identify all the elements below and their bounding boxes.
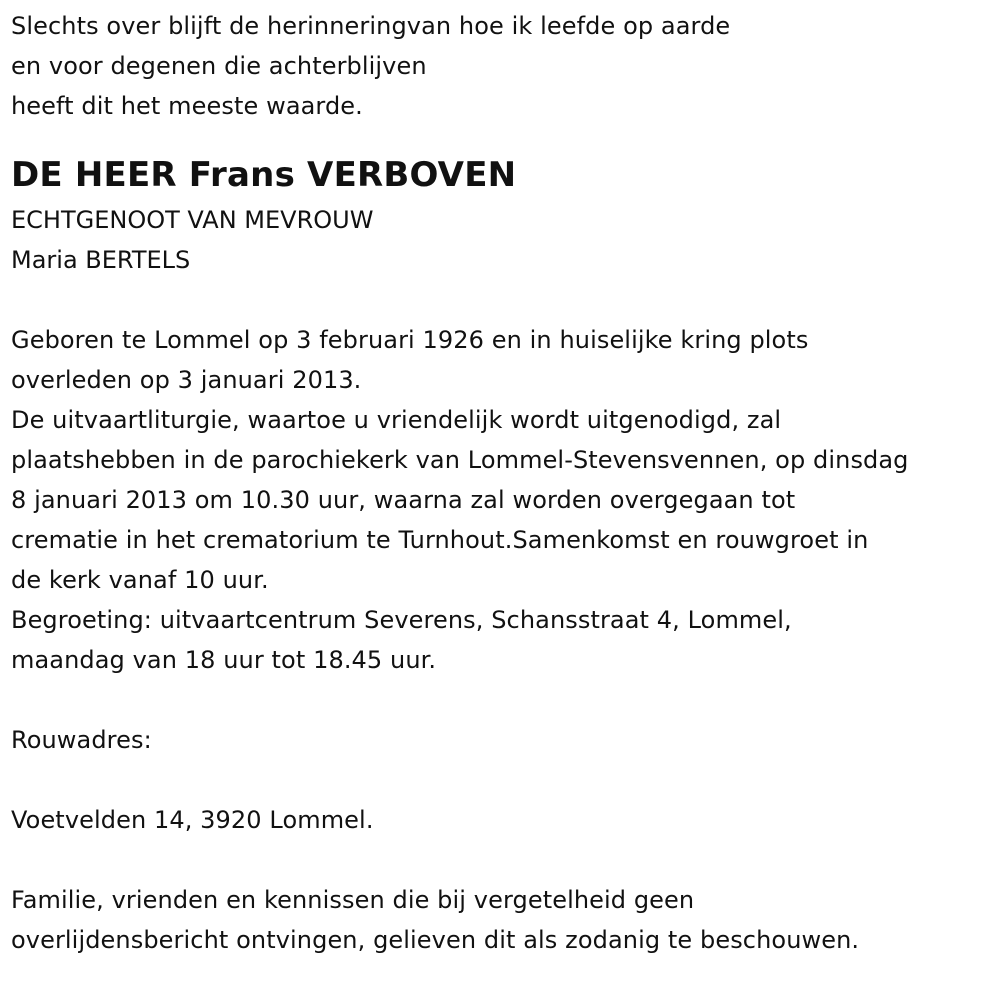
poem-line: Slechts over blijft de herinneringvan hoe ik leefde op aarde <box>11 12 731 40</box>
deceased-name: DE HEER Frans VERBOVEN <box>11 155 517 195</box>
details-line: plaatshebben in de parochiekerk van Lommel-Stevensvennen, op dinsdag <box>11 446 909 474</box>
relation-line: ECHTGENOOT VAN MEVROUW <box>11 206 374 234</box>
closing-line: overlijdensbericht ontvingen, gelieven dit als zodanig te beschouwen. <box>11 926 860 954</box>
deceased-block <box>11 150 996 280</box>
poem-line: en voor degenen die achterblijven <box>11 52 427 80</box>
funeral-details <box>11 320 996 680</box>
address-label: Rouwadres: <box>11 726 152 754</box>
poem-line: heeft dit het meeste waarde. <box>11 92 363 120</box>
details-line: overleden op 3 januari 2013. <box>11 366 362 394</box>
obituary-notice <box>11 6 996 960</box>
details-line: De uitvaartliturgie, waartoe u vriendelijk wordt uitgenodigd, zal <box>11 406 782 434</box>
spacer <box>11 280 996 320</box>
spacer <box>11 760 996 800</box>
details-line: 8 januari 2013 om 10.30 uur, waarna zal worden overgegaan tot <box>11 486 796 514</box>
closing-note <box>11 880 996 960</box>
details-line: Begroeting: uitvaartcentrum Severens, Schansstraat 4, Lommel, <box>11 606 792 634</box>
details-line: crematie in het crematorium te Turnhout.Samenkomst en rouwgroet in <box>11 526 869 554</box>
spouse-name: Maria BERTELS <box>11 246 191 274</box>
details-line: de kerk vanaf 10 uur. <box>11 566 269 594</box>
closing-line: Familie, vrienden en kennissen die bij vergetelheid geen <box>11 886 695 914</box>
address-value: Voetvelden 14, 3920 Lommel. <box>11 806 374 834</box>
poem <box>11 6 996 126</box>
spacer <box>11 840 996 880</box>
spacer <box>11 680 996 720</box>
spacer <box>11 126 996 150</box>
details-line: Geboren te Lommel op 3 februari 1926 en in huiselijke kring plots <box>11 326 809 354</box>
details-line: maandag van 18 uur tot 18.45 uur. <box>11 646 437 674</box>
